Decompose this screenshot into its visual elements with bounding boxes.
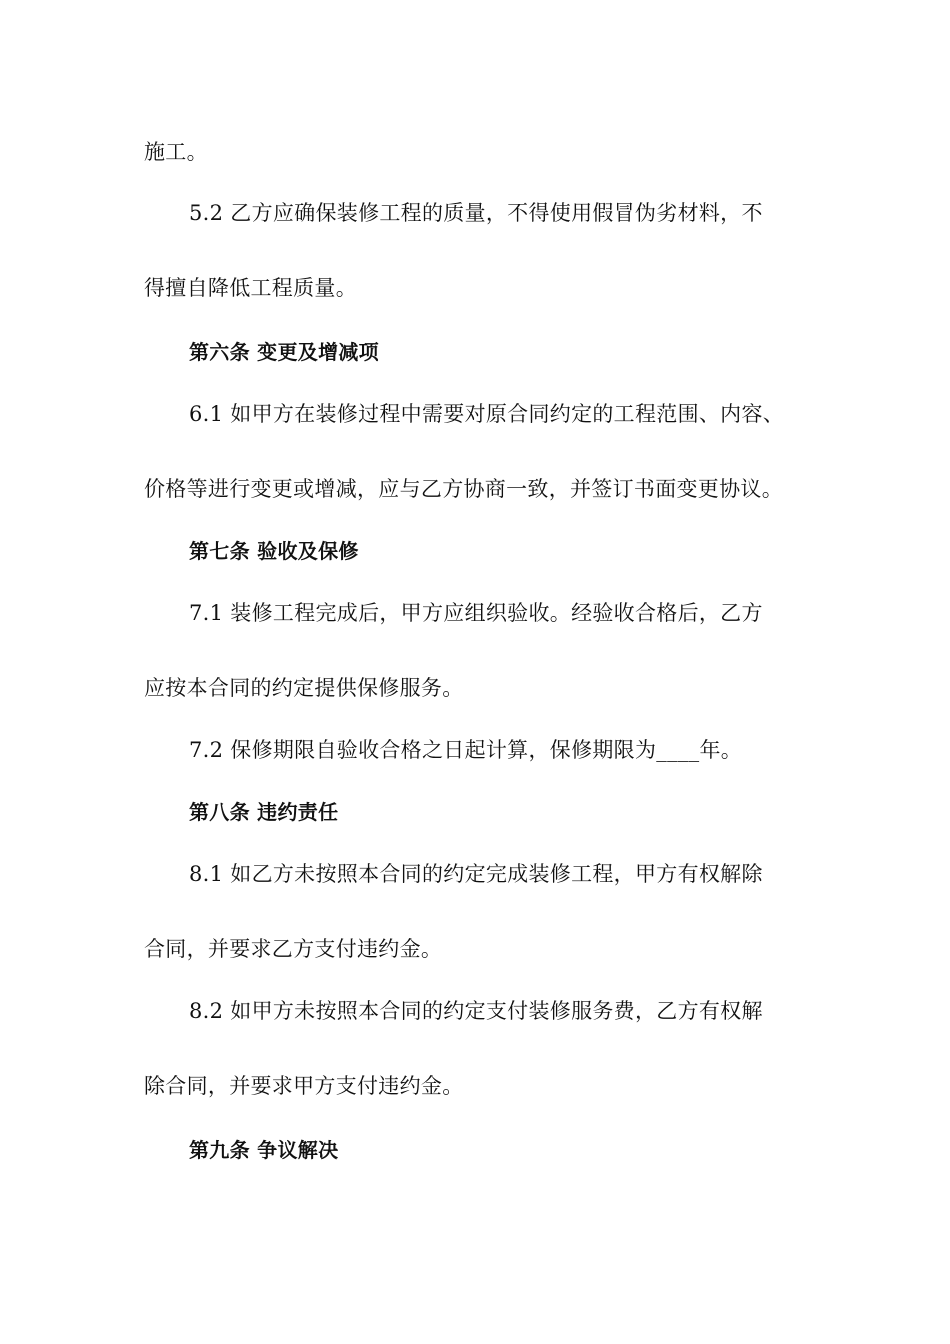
clause-7-1-line-2: 应按本合同的约定提供保修服务。 <box>144 676 464 700</box>
clause-6-1-line-1: 6.1 如甲方在装修过程中需要对原合同约定的工程范围、内容、 <box>189 402 785 426</box>
clause-8-1-line-1: 8.1 如乙方未按照本合同的约定完成装修工程，甲方有权解除 <box>189 862 763 886</box>
article-8-heading: 第八条 违约责任 <box>189 800 339 824</box>
paragraph-line: 施工。 <box>144 140 208 164</box>
clause-5-2-line-1: 5.2 乙方应确保装修工程的质量，不得使用假冒伪劣材料，不 <box>189 201 763 225</box>
clause-6-1-line-2: 价格等进行变更或增减，应与乙方协商一致，并签订书面变更协议。 <box>144 477 783 501</box>
article-9-heading: 第九条 争议解决 <box>189 1138 339 1162</box>
clause-7-2-line: 7.2 保修期限自验收合格之日起计算，保修期限为____年。 <box>189 738 743 762</box>
article-7-heading: 第七条 验收及保修 <box>189 539 359 563</box>
article-6-heading: 第六条 变更及增减项 <box>189 340 379 364</box>
clause-7-1-line-1: 7.1 装修工程完成后，甲方应组织验收。经验收合格后，乙方 <box>189 601 763 625</box>
clause-8-2-line-2: 除合同，并要求甲方支付违约金。 <box>144 1074 464 1098</box>
clause-8-1-line-2: 合同，并要求乙方支付违约金。 <box>144 937 443 961</box>
clause-5-2-line-2: 得擅自降低工程质量。 <box>144 276 357 300</box>
clause-8-2-line-1: 8.2 如甲方未按照本合同的约定支付装修服务费，乙方有权解 <box>189 999 763 1023</box>
